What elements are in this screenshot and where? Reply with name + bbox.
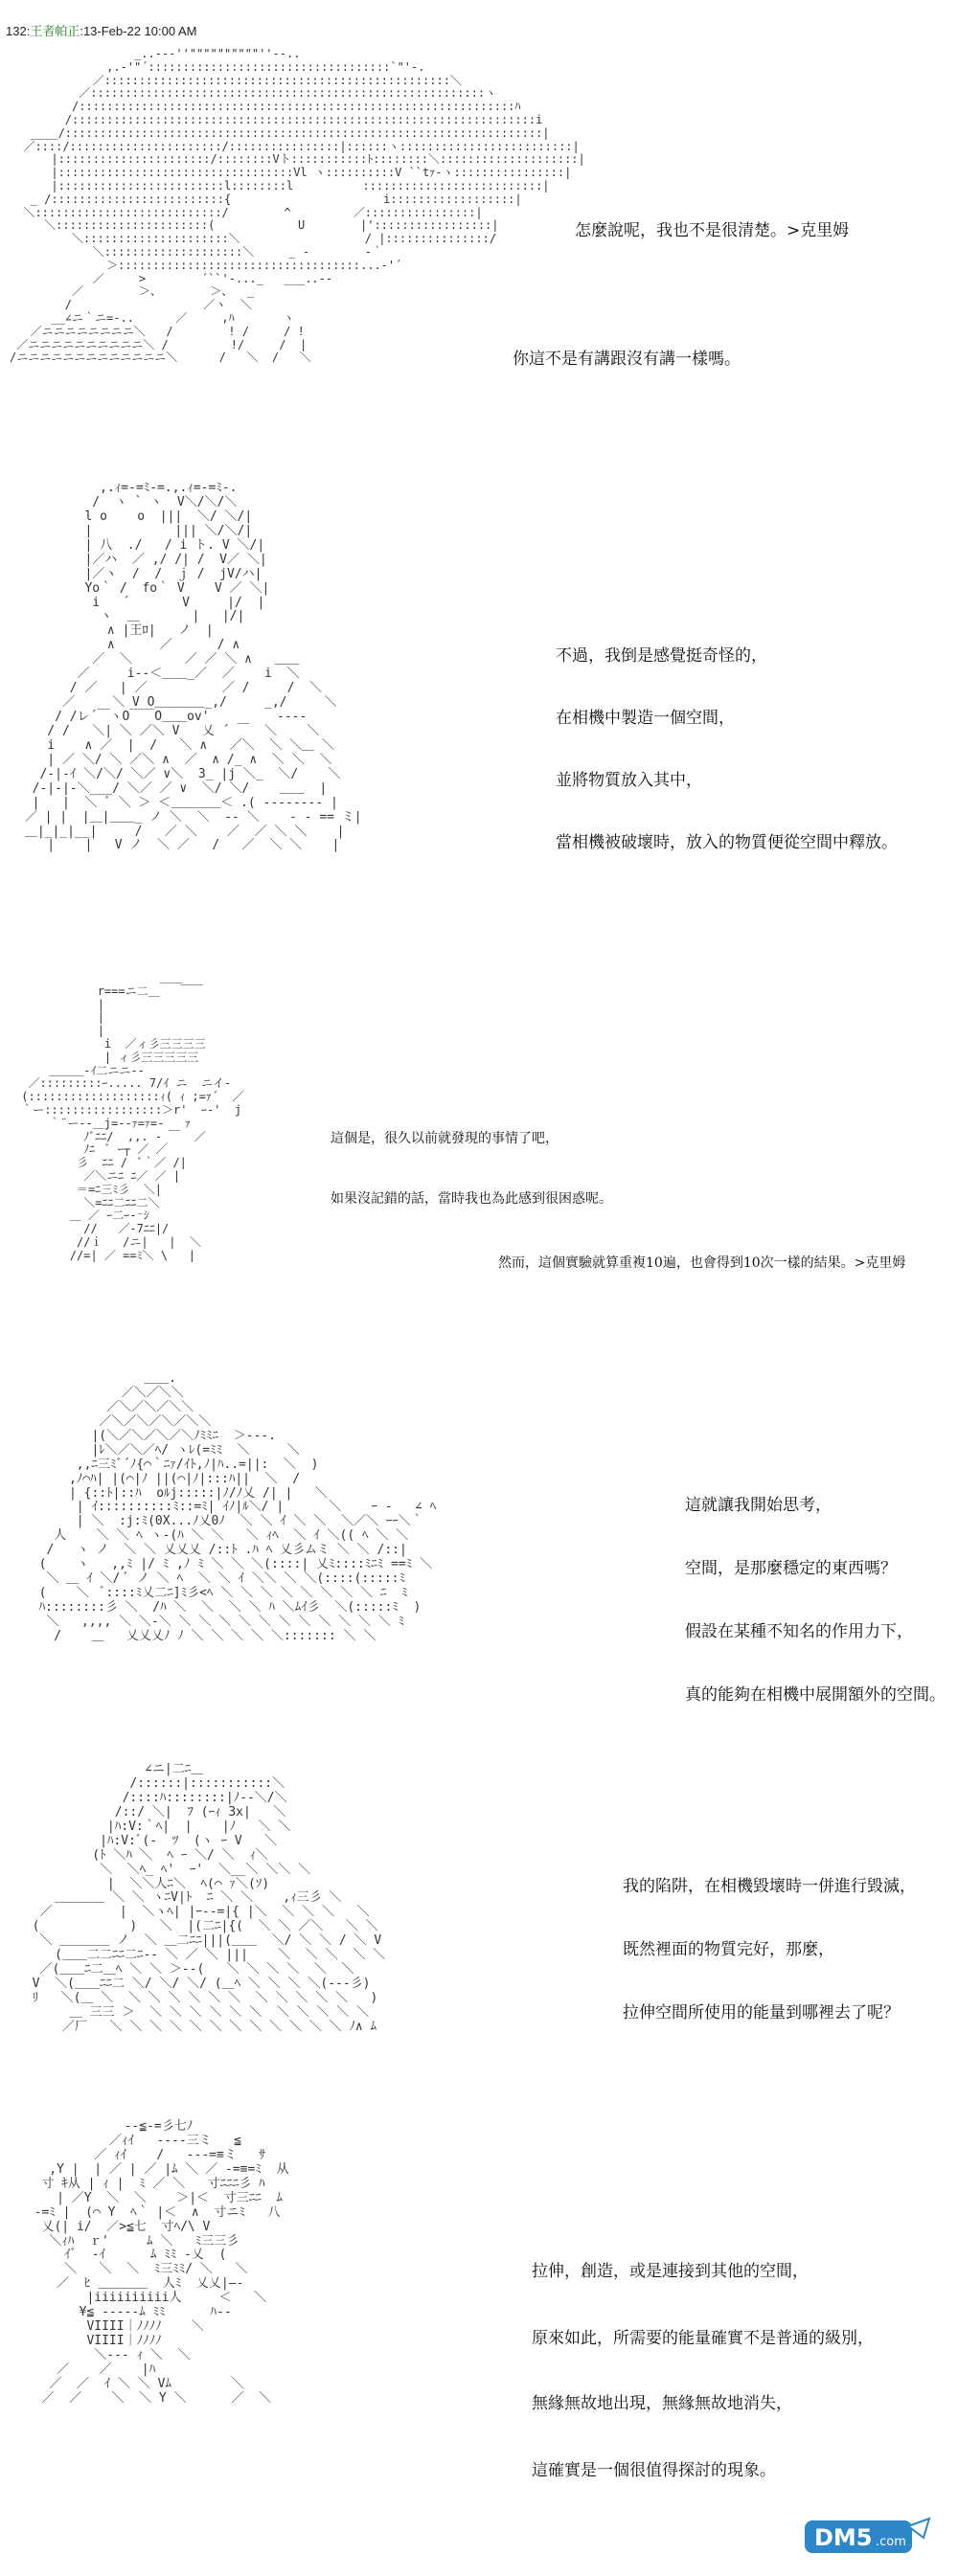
ascii-art-character: ∠ニ|二ﾆ＿ /::::::|:::::::::::＼ /::::ﾊ::::::::|ﾉ‐‐＼/＼ /::/ ＼| ﾌ (ｰｨ 3x| ＼ |ﾊ:V:｀ﾍ| | |ﾉ ＼ ＼ |ﾊ:V:ﾞ(‐ ﾂ (ヽ ｰ V ＼ (ﾄ ＼ﾊ ＼ ﾍ ｰ ＼/ ＼ ｨ＼ ＼ ＼ﾍ_ ﾍ' ｰ' ＼__＼ ＼＼ ＼ | ＼＼人ﾆ＼ ﾍ(⌒ ｧ＼(ｿ) ＿＿＿＿ ＼ ＼ ヽﾆV|ﾄ ﾆ ＼ ＼ ,ｨ三彡 ＼ ／ | ＼ヽﾍ| |ｰ-‐=|{ |＼ ＼ ＼ ＼ ＼ ( ) ＼ |(二ﾆ|{( ＼ ＼ ／＼ ＼ ＼ ＼ ＿＿＿＿ ノ ＼ ＿二ﾆﾆ|||(＿＿ ＼/ ＼ ＼ / ＼ V (＿＿二二ﾆﾆ二ﾆ‐‐ ＼ ／ ＼ ||| ＼ ＼ ＼ ＼ ＼ ／(＿＿ﾆ二＿ﾍ ＼ ＼ ＞‐-( ＼ ＼ ＼ ＼ ＼ ＼ V ＼(＿＿ﾆﾆ二 ＼/ ＼/ ＼/ (＿ﾍ ＼ ＼ ＼ ＼(‐‐‐彡) ﾘ ＼(＿ ＼ ＼ ＼ ＼ ＼ ＼ ＼ ＼ ＼ ＼ ＼ ＼ ) ＿ 三三 ＞ ＼ ＼ ＼ ＼ ＼ ＼ ＼ ＼ ＼ ＼ ＼ ／厂 ＼ ＼ ＼ ＼ ＼ ＼ ＼ ＼ ＼ ＼ ＼ ＼ ﾉ∧ ﾑ bbox=[32, 1762, 386, 2034]
dialogue-line: 無緣無故地出現，無緣無故地消失， bbox=[532, 2394, 792, 2413]
dialogue-line: 拉伸，創造，或是連接到其他的空間， bbox=[532, 2262, 809, 2281]
dialogue-line: 原來如此，所需要的能量確實不是普通的級別， bbox=[532, 2329, 874, 2348]
dialogue-line: 不過，我倒是感覺挺奇怪的， bbox=[556, 646, 767, 666]
dialogue-line: 當相機被破壞時，放入的物質便從空間中釋放。 bbox=[556, 833, 898, 852]
dialogue-line: 這確實是一個很值得探討的現象。 bbox=[532, 2461, 776, 2480]
panel-4 bbox=[0, 1365, 958, 1757]
dialogue-line: 拉伸空間所使用的能量到哪裡去了呢？ bbox=[623, 2003, 900, 2022]
dialogue-line: 如果沒記錯的話，當時我也為此感到很困惑呢。 bbox=[331, 1191, 612, 1207]
dialogue-line: 然而，這個實驗就算重複10遍，也會得到10次一樣的結果。>克里姆 bbox=[498, 1255, 906, 1271]
ascii-art-character: _..--‐''""""""""""''‐-.. ,.‐'"´:::::::::::::::::::::::::::::::::::`"'‐. ／::::::::::::::::::::::::::::::::::::::::::::::::::＼ ／:::::::::::::::::::::::::::::::::::::::::::::::::::::::::ヽ /:::::::::::::::::::::::::::::::::::::::::::::::::::::::::::::::ﾊ /:::::::::::::::::::::::::::::::::::::::::::::::::::::::::::::::::::i ____/:::::::::::::::::::::::::::::::::::::::::::::::::::::::::::::::::::::| ／::::/::::::::::::::::::::::/::::::::::::::::|::::::ヽ:::::::::::::::::::::::::| |::::::::::::::::::::::/::::::::Vト:::::::::::ﾄ::::::::＼::::::::::::::::::::| |::::::::::::::::::::::::::::::::::Vl ヽ::::::::::V ``tｧ‐ヽ::::::::::::::::| |::::::::::::::::::::::::l::::::::l ::::::::::::::::::::::::::| _ /:::::::::::::::::::::::::{ i::::::::::::::::::| ＼:::::::::::::::::::::::::::/ ^ ／::::::::::::::::| ＼::::::::::::::::::::::( U |':::::::::::::::::| ＼:::::::::::::::::::::＼ / |:::::::::::::::/ ＼::::::::::::::::::::＼ _ ‐ ‐｀ ＞:::::::::::::::::::::::::::::::::::...‐'´ ／ > ´``'‐..._ ___..-‐ ／ ＞、 ＞、 _ / ／ヽ ＼ __∠ニ｀ニ=-.. ／ ,ﾊ ヽ ／ニニニニニニニニ＼ / ! / / ! ／ニニニニニニニニニニ＼ / !/ / | /ニニニニニニニニニニニニニ＼ / ＼ / ＼ bbox=[10, 47, 585, 365]
panel-3 bbox=[0, 962, 958, 1365]
dialogue-line: 真的能夠在相機中展開額外的空間。 bbox=[685, 1685, 946, 1705]
post-date: :13-Feb-22 10:00 AM bbox=[80, 24, 197, 38]
dialogue-line: 這就讓我開始思考， bbox=[685, 1496, 832, 1515]
ascii-art-character: ‐‐≦‐=彡七ﾉ ／ｨｲ ‐‐‐‐三ミ ≦ ／ ｨｲ / ‐‐‐=≡ミ ｻ ,Y | | ／ | ／ |ﾑ ＼ ／ ‐=≡=ﾐ 从 寸 ｷ从 | ｨ | ﾐ ／ ＼ 寸ﾆﾆﾆ彡 ﾊ | ／Y ＼ ＼ ＞|＜ 寸三ﾆﾆ ﾑ ‐=ﾐ | (⌒ Y ﾍ｀ |＜ ∧ 寸ニﾐ 八 乂(| i/ ／>≦七 寸ﾍ/\ V ＼ｨﾊ ｒ' ﾑ ＼ ﾐ三三彡 ｲﾞ ‐ｲ ﾑ ﾐﾐ ‐乂 ( ＼ ＼ ＼ ﾐ三ﾐﾐ/ ＼ ＼ ／ ﾋ ＿＿＿＿ 人ﾐ 乂乂|―‐ |iiiiiiiiii人 ＜ ＼ ¥≦ ‐‐‐‐‐ﾑ ﾐﾐ ﾊ‐‐ VIIII｜ﾉﾉﾉﾉ ＼ VIIII｜ﾉﾉﾉﾉ ＼‐‐‐ ｨ ＼ ＼ ／ ／ |ﾊ ／ ／ ｲ ＼ ＼ Vﾑ ＼ ／ ／ ＼ ＼ Y ＼ ／ ＼ bbox=[34, 2119, 289, 2406]
dialogue-line: 在相機中製造一個空間， bbox=[556, 709, 735, 728]
watermark-suffix: .com bbox=[876, 2535, 906, 2549]
dialogue-line: 這個是，很久以前就發現的事情了吧， bbox=[331, 1131, 559, 1146]
dialogue-line: 既然裡面的物質完好，那麼， bbox=[623, 1940, 834, 1959]
dialogue-line: 你這不是有講跟沒有講一樣嗎。 bbox=[513, 350, 741, 369]
ascii-art-character: ＿＿. ／＼／＼＼ ／＼／＼／＼＼ ／＼／＼／＼／＼＼ |(＼／＼／＼／＼ﾉﾐﾐﾆ ＞‐‐-. |ﾚ＼／＼／ﾍ/ ヽﾚ(=ﾐﾐ ＼ ＼ ,,ﾆ三ﾐﾞ´ﾉ{⌒｀ﾆｧ/ｲﾄ,ﾉ|ﾊ..=||: ＼ ) ,ﾉ⌒ﾊ| |(⌒|ﾉ ||(⌒|ﾉ|:::ﾊ|| ＼ / | {::ﾄ|::ﾊ oﾙj:::::|ﾉ/ﾉ乂 /| | ＼ | ｲ::::::::::ﾐ::=ﾐ| ｲﾉ|ﾙ＼/ | ＼ ｰ ‐ ∠ ﾍ | ＼ :j:ﾐ(0X...ﾉ乂0ﾉ ＼ ＼ ｲ ＼ ＼ ＼／＼ ｰｰ＼｀ 人 ＼ ＼ ﾍ ヽ-(ﾊ ＼ ＼ ＼ ｨﾍ ＼ ｲ ＼(( ﾍ ＼ ＼ / ヽ ノ ＼ ＼ 乂乂乂 /::ﾄ .ﾊ ﾍ 乂彡ムミ ＼ ＼ /::| ( ヽ ,,ﾐ |/ ﾐ ,ﾉ ﾐ ＼ ＼ ＼(::::| 乂ﾐ::::ﾐﾆﾐ ==ﾐ ＼ ＼ ＿ ｲ ＼/ ﾞ ノ ＼ ﾍ ＼ ＼ ｲ ＼＼ ＼ ＼(::::(:::::ﾐ ( ＼ ﾞ::::ﾐ乂二ﾆ]ﾐ彡<ﾍ ＼ ＼ ＼ ＼ ＼ ＼ ＼ ＼ ﾆ ﾐ ﾊ::::::::彡 ＼ /ﾊ ＼ ＼ ＼ ＼ ﾊ ＼ﾑｲ彡 ＼(:::::ﾐ ) ＼ ,,,, ＼ ＼‐＼ ＼ ＼ ＼ ＼ ＼ ＼ ＼ ＼ ＼ ＼ ＼ ﾐ / ＿ 乂乂乂ﾉ ﾉ ＼ ＼ ＼ ＼ ＼::::::: ＼ ＼ bbox=[38, 1371, 437, 1643]
dialogue-line: 假設在某種不知名的作用力下， bbox=[685, 1622, 913, 1641]
panel-6 bbox=[0, 2116, 958, 2576]
dm5-watermark-logo bbox=[803, 2513, 937, 2563]
post-header bbox=[6, 21, 196, 39]
watermark-text: DM5 bbox=[814, 2524, 873, 2551]
ascii-art-character: ＿＿ r===ニ二＿ ￣￣ | | | i ／ィ彡三三三三 | ィ彡三三三三三 ＿＿＿-ｲ二ニニ‐- ／:::::::::ｰ..... 7/ｲ ニ ニイ- (:::::::::::::::::::ｨ( ｨ ;=ｧ´ ／ ｀ー:::::::::::::::::＞r' ｰ‐' j ｀¨ー‐‐＿j=‐‐ｧ=ｧ=‐ ｧ ﾉﾞﾆﾆ/ ,,. ‐ ￣ ／ ﾉﾆ ﾞ ｰ┬ ／ ／ 彡 ﾆﾆ / ﾞ｀／ /| ／＼ニﾆ ﾆ／ ／ | ＝=ﾆ三ﾐ彡 ＼| ＼=ﾆﾆ二ﾆﾆ二＼ ＿ ／ ｰ二ｰ-⁻ｼ // ／‐7ﾆﾆ|/ //ｉ /ニ| | ＼ //=| ／ ==ﾐ＼ \ | bbox=[21, 971, 244, 1262]
dialogue-line: 並將物質放入其中， bbox=[556, 771, 702, 790]
dialogue-line: 空間，是那麼穩定的東西嗎？ bbox=[685, 1559, 897, 1578]
dialogue-line: 怎麼說呢，我也不是很清楚。>克里姆 bbox=[575, 221, 850, 240]
author-link[interactable]: 王者帕正 bbox=[30, 24, 80, 38]
panel-5 bbox=[0, 1757, 958, 2116]
post-index: 132: bbox=[6, 24, 31, 38]
panel-1 bbox=[0, 38, 958, 474]
dialogue-line: 我的陷阱，在相機毀壞時一併進行毀滅， bbox=[623, 1877, 916, 1896]
panel-2 bbox=[0, 474, 958, 962]
ascii-art-character: ,.ｨ=‐=ﾐ‐=.,.ｨ=‐=ﾐ‐. / ヽ ` ヽ V＼/＼/＼ l o o ||| ＼/ ＼/| | ||| ＼/＼/| | 八 ./ / i ト. V ＼/| |／ハ ／ ,/ /| / V／ ＼| |／ヽ / / ｊ / jV/ハ| Yo｀ / fo｀ V V ／ ＼| i ´ V |/ | ヽ ＿ | |/| ∧ |王ﾛ| ノ | ∧ ／ / ∧ ／ ＼ ／ ／ ＼ ∧ ＿＿ ／ i‐‐＜＿＿_／ ／ i ＼ / ／ | ／ ／ / / ＼ ／ ＼ V O＿＿＿＿_,/ _,/ ＼ / /レ´￣ヽO￣￣O＿＿ov' ‐‐‐‐ / / ＼| ＼ ／＼ V 乂 ´ ￣ ＼ ＼ i ∧ ／ | / ＼ ∧ ／＼ ＼ ＼＿ ＼ | ／ ＼/ ＼ ／＼ ∧ ／ ∧ /_ ∧ ＼ ＼ ＼ /-|‐ｲ ＼/＼/ ＼／ ∨＼ 3_ |j ＼_ ＼/ ＼ /‐|‐|‐＼___/ ＼／ ／ ∨ ＼/ ＼/ ＿＿ | | | ＼ ﾞ ＼ ＞ ＜＿＿＿＿＜ .( ‐‐‐‐‐‐‐‐ | ／ | | |＿|＿＿_ ノ ＼ ＼ ‐‐ ＼ ‐ ‐ == ミ| ＿|_|_|__| / ／ ＼ ／ ／ ＼ ＼ | | | V ノ ＼ ／ / ／ ＼ ＼ | bbox=[24, 481, 362, 853]
